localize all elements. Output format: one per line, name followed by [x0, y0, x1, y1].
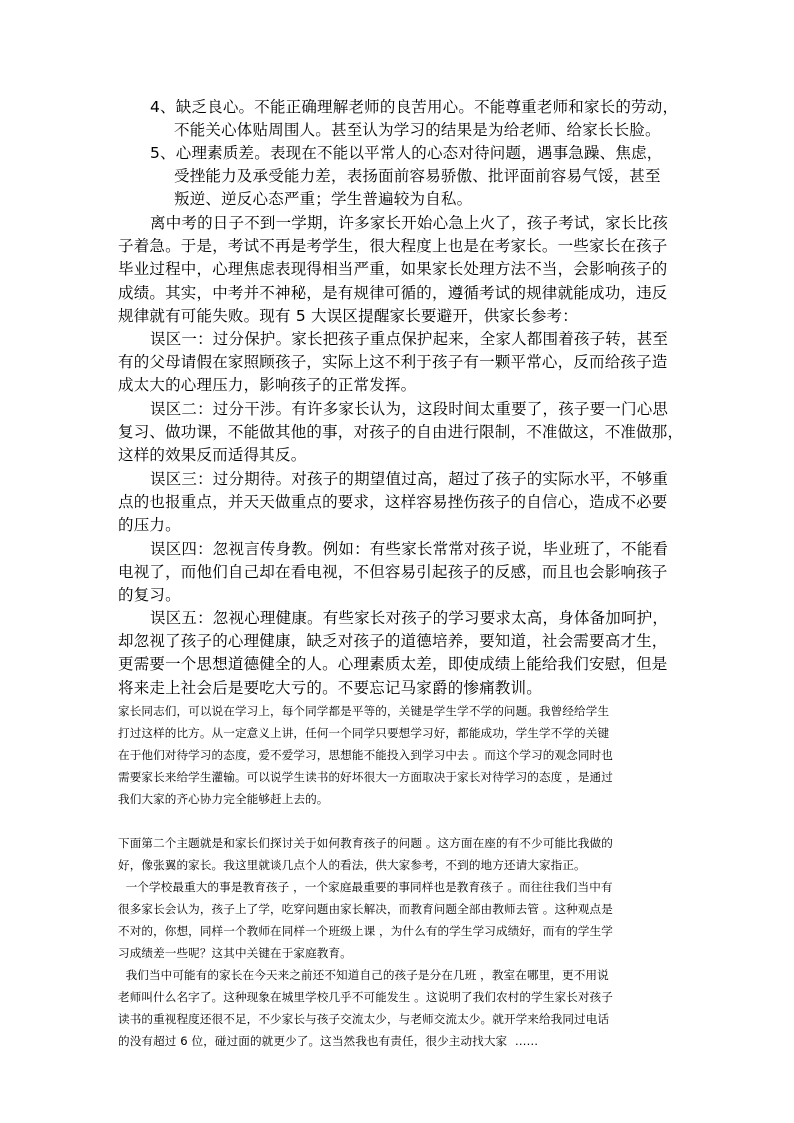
text-line: 离中考的日子不到一学期，许多家长开始心急上火了，孩子考试，家长比孩 [150, 214, 669, 232]
text-line: 这样的效果反而适得其反。 [118, 446, 307, 465]
text-line: 读书的重视程度还很不足，不少家长与孩子交流太少，与老师交流太少。就开学来给我同过电话 [118, 1012, 610, 1026]
myth-five-paragraph [118, 607, 678, 700]
text-line: 点的也报重点，并天天做重点的要求，这样容易挫伤孩子的自信心，造成不必要 [118, 493, 668, 512]
text-line: 的没有超过 6 位，碰过面的就更少了。这当然我也有责任，很少主动找大家 …… [118, 1034, 539, 1048]
myth-three-paragraph [118, 468, 678, 538]
myth-one-paragraph [118, 328, 678, 398]
text-line: 误区三：过分期待。对孩子的期望值过高，超过了孩子的实际水平，不够重 [150, 470, 669, 488]
intro-paragraph [118, 212, 678, 328]
text-line: 误区五：忽视心理健康。有些家长对孩子的学习要求太高，身体备加呵护， [150, 609, 669, 627]
text-line: 老师叫什么名字了。这种现象在城里学校几乎不可能发生 。这说明了我们农村的学生家长对孩子 [118, 990, 613, 1004]
text-line: 子着急。于是，考试不再是考学生，很大程度上也是在考家长。一些家长在孩子 [118, 237, 668, 256]
text-line: 却忽视了孩子的心理健康，缺乏对孩子的道德培养，要知道，社会需要高才生， [118, 632, 668, 651]
text-line: 不对的，你想，同样一个教师在同样一个班级上课 ，为什么有的学生学习成绩好，而有的学生学 [118, 924, 613, 938]
text-line: 需要家长来给学生灌输。可以说学生读书的好坏很大一方面取决于家长对待学习的态度 ，是通过 [118, 770, 613, 784]
text-line: 家长同志们，可以说在学习上，每个同学都是平等的，关键是学生学不学的问题。我曾经给学生 [118, 704, 610, 718]
myth-two-paragraph [118, 398, 684, 468]
text-line: 很多家长会认为，孩子上了学，吃穿问题由家长解决，而教育问题全部由教师去管 。这种观点是 [118, 902, 613, 916]
education-paragraph [118, 832, 678, 1052]
text-line: 我们当中可能有的家长在今天来之前还不知道自己的孩子是分在几班 ，教室在哪里，更不用说 [118, 968, 609, 982]
text-line: 成太大的心理压力，影响孩子的正常发挥。 [118, 376, 417, 395]
text-line: 我们大家的齐心协力完全能够赶上去的。 [118, 792, 329, 806]
text-line: 规律就有可能失败。现有 5 大误区提醒家长要避开，供家长参考： [118, 306, 578, 325]
text-line: 毕业过程中，心理焦虑表现得相当严重，如果家长处理方法不当，会影响孩子的 [118, 260, 668, 279]
text-line: 的压力。 [118, 516, 181, 535]
text-line: 电视了，而他们自己却在看电视，不但容易引起孩子的反感，而且也会影响孩子 [118, 563, 668, 582]
text-line: 在于他们对待学习的态度，爱不爱学习，思想能不能投入到学习中去 。而这个学习的观念同时也 [118, 748, 613, 762]
text-line: 不能关心体贴周围人。甚至认为学习的结果是为给老师、给家长长脸。 [174, 121, 661, 140]
parents-paragraph [118, 700, 678, 810]
text-line: 有的父母请假在家照顾孩子，实际上这不利于孩子有一颗平常心，反而给孩子造 [118, 353, 668, 372]
text-line: 5、心理素质差。表现在不能以平常人的心态对待问题，遇事急躁、焦虑， [150, 144, 663, 162]
text-line: 好，像张翼的家长。我这里就谈几点个人的看法，供大家参考，不到的地方还请大家指正。 [118, 858, 586, 872]
text-line: 的复习。 [118, 586, 181, 605]
text-line: 叛逆、逆反心态严重；学生普遍较为自私。 [174, 190, 473, 209]
text-line: 误区四：忽视言传身教。例如：有些家长常常对孩子说，毕业班了，不能看 [150, 540, 669, 558]
text-line: 成绩。其实，中考并不神秘，是有规律可循的，遵循考试的规律就能成功，违反 [118, 283, 668, 302]
text-line: 更需要一个思想道德健全的人。心理素质太差，即使成绩上能给我们安慰，但是 [118, 655, 668, 674]
text-line: 一个学校最重大的事是教育孩子 ，一个家庭最重要的事同样也是教育孩子 。而往往我们当中有 [118, 880, 613, 894]
text-line: 4、缺乏良心。不能正确理解老师的良苦用心。不能尊重老师和家长的劳动， [150, 98, 679, 116]
text-line: 复习、做功课，不能做其他的事，对孩子的自由进行限制，不准做这，不准做那， [118, 423, 684, 442]
myth-four-paragraph [118, 538, 678, 608]
text-line: 将来走上社会后是要吃大亏的。不要忘记马家爵的惨痛教训。 [118, 678, 542, 697]
text-line: 误区一：过分保护。家长把孩子重点保护起来，全家人都围着孩子转，甚至 [150, 330, 669, 348]
text-line: 习成绩差一些呢？这其中关键在于家庭教育。 [118, 946, 352, 960]
text-line: 误区二：过分干涉。有许多家长认为，这段时间太重要了，孩子要一门心思 [150, 400, 669, 418]
text-line: 受挫能力及承受能力差，表扬面前容易骄傲、批评面前容易气馁，甚至 [174, 167, 661, 186]
text-line: 下面第二个主题就是和家长们探讨关于如何教育孩子的问题 。这方面在座的有不少可能比我做的 [118, 836, 613, 850]
list-item-5 [118, 142, 678, 212]
text-line: 打过这样的比方。从一定意义上讲，任何一个同学只要想学习好，都能成功，学生学不学的关键 [118, 726, 610, 740]
list-item-4 [118, 96, 678, 142]
